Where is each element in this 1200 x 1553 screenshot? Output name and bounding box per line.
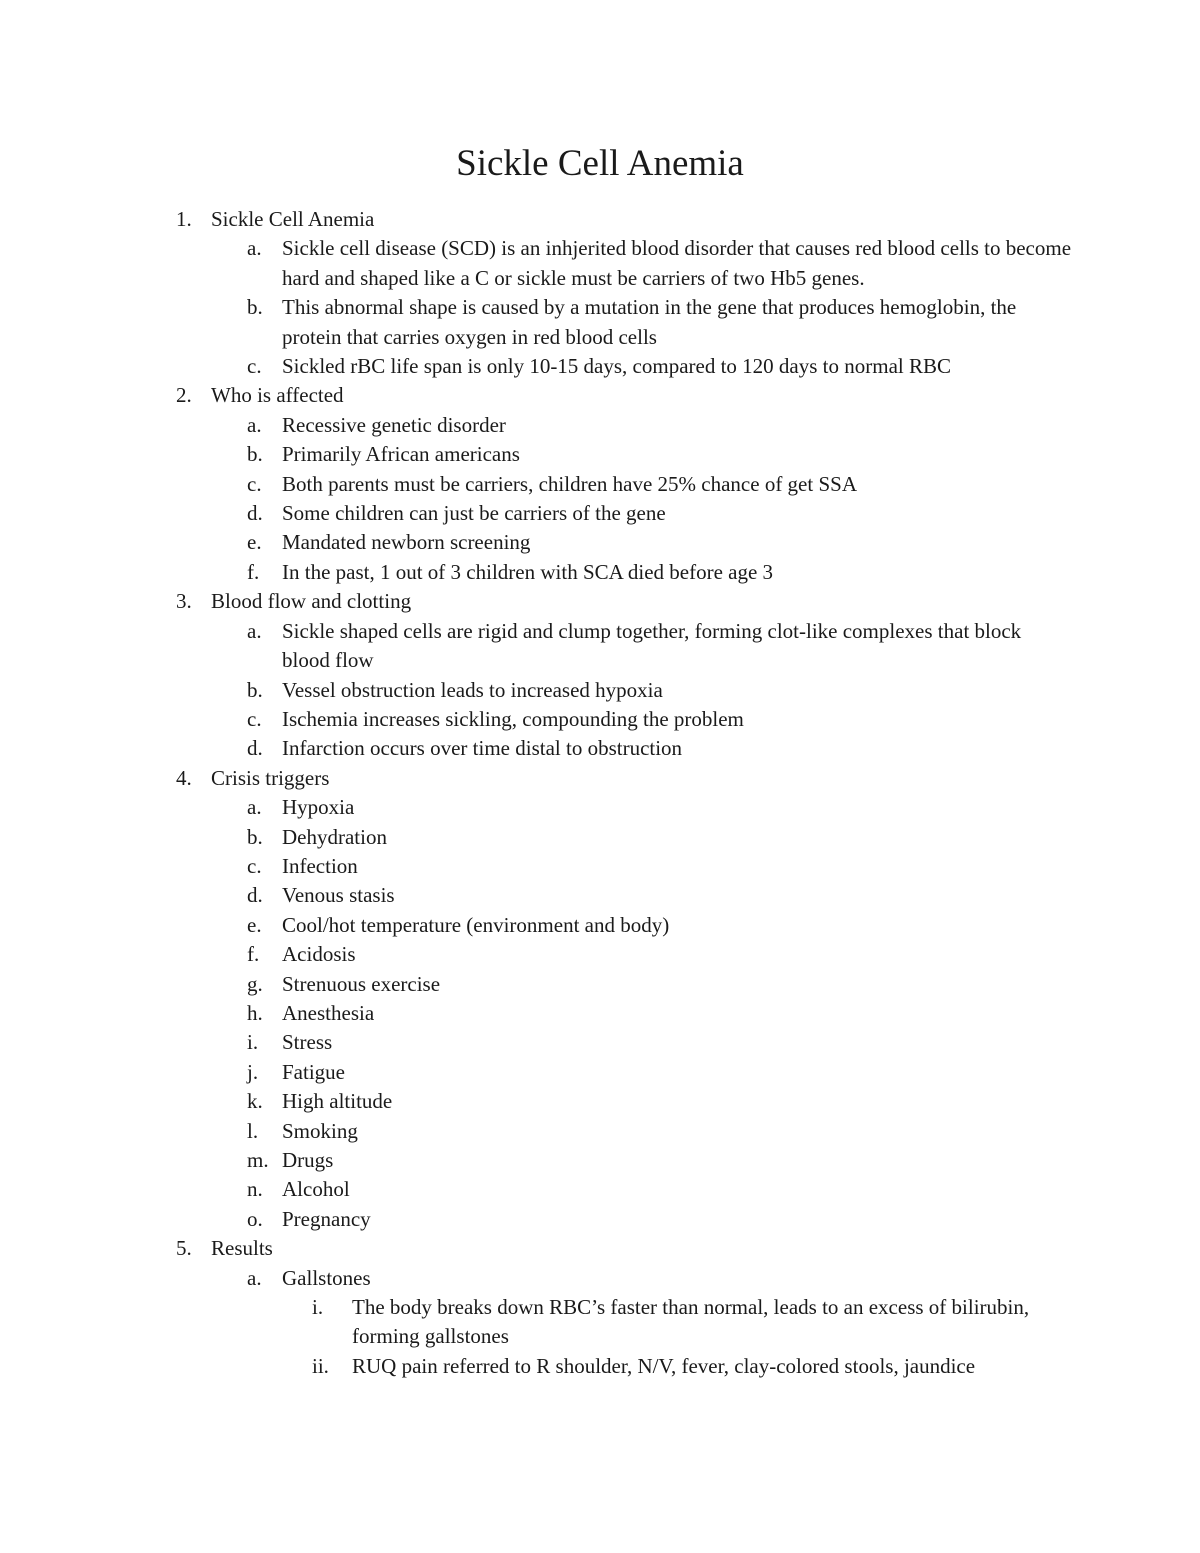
list-marker: e. [247, 530, 262, 555]
list-item [0, 970, 1072, 999]
section-heading [0, 1234, 1071, 1263]
list-text: RUQ pain referred to R shoulder, N/V, fever, clay-colored stools, jaundice [352, 1353, 976, 1378]
list-marker: 3. [176, 589, 192, 614]
list-marker: b. [247, 442, 263, 467]
list-text: Smoking [282, 1118, 358, 1143]
list-marker: a. [247, 236, 262, 261]
list-text: Stress [282, 1030, 333, 1055]
list-marker: c. [247, 354, 262, 379]
list-text: Gallstones [282, 1265, 371, 1290]
list-item [0, 1117, 1072, 1146]
section-heading [0, 205, 1071, 234]
list-text: Fatigue [282, 1059, 345, 1084]
list-text: Hypoxia [282, 795, 355, 820]
list-text: The body breaks down RBC’s faster than normal, leads to an excess of bilirubin, forming gallstones [352, 1295, 1030, 1349]
list-text: In the past, 1 out of 3 children with SCA died before age 3 [282, 559, 774, 584]
sub-list-item [0, 1293, 1072, 1352]
list-text: Vessel obstruction leads to increased hypoxia [282, 677, 663, 702]
list-text: Sickled rBC life span is only 10-15 days, compared to 120 days to normal RBC [282, 354, 952, 379]
list-text: Infection [282, 853, 358, 878]
list-marker: k. [247, 1089, 263, 1114]
list-marker: b. [247, 824, 263, 849]
list-item [0, 705, 1072, 734]
list-text: Sickle Cell Anemia [211, 207, 375, 231]
list-item [0, 293, 1072, 352]
list-marker: a. [247, 795, 262, 820]
list-item [0, 352, 1072, 381]
list-item [0, 911, 1072, 940]
list-text: Recessive genetic disorder [282, 412, 506, 437]
list-item [0, 1146, 1072, 1175]
list-text: Ischemia increases sickling, compounding the problem [282, 706, 744, 731]
list-item [0, 234, 1072, 293]
list-text: Crisis triggers [211, 765, 330, 790]
list-marker: i. [312, 1295, 324, 1320]
list-marker: l. [247, 1118, 259, 1143]
list-item [0, 617, 1072, 676]
list-item [0, 940, 1072, 969]
list-item [0, 1028, 1072, 1057]
list-marker: i. [247, 1030, 259, 1055]
list-item [0, 823, 1072, 852]
list-text: Infarction occurs over time distal to obstruction [282, 736, 683, 761]
list-text: Venous stasis [282, 883, 395, 908]
list-marker: a. [247, 618, 262, 643]
list-text: Primarily African americans [282, 442, 520, 467]
sub-list-item [0, 1352, 1072, 1381]
list-marker: 5. [176, 1236, 192, 1261]
list-marker: 1. [176, 207, 192, 231]
list-marker: d. [247, 501, 263, 526]
list-text: Mandated newborn screening [282, 530, 531, 555]
list-text: Anesthesia [282, 1000, 375, 1025]
section-heading [0, 764, 1071, 793]
list-marker: b. [247, 677, 263, 702]
list-text: Drugs [282, 1148, 334, 1172]
list-marker: 4. [176, 765, 192, 790]
list-text: Acidosis [282, 942, 356, 967]
list-text: Cool/hot temperature (environment and body) [282, 912, 670, 937]
list-text: Alcohol [282, 1177, 350, 1202]
list-marker: m. [247, 1148, 269, 1172]
list-text: Dehydration [282, 824, 387, 849]
list-item [0, 499, 1072, 528]
list-marker: c. [247, 471, 262, 496]
list-item [0, 734, 1072, 763]
list-item [0, 470, 1072, 499]
list-item [0, 1087, 1072, 1116]
list-item [0, 1058, 1072, 1087]
list-item [0, 528, 1072, 557]
outline-list [0, 205, 1200, 1381]
list-text: This abnormal shape is caused by a mutation in the gene that produces hemoglobin, the protein that carries oxygen in red blood cells [282, 295, 1017, 349]
section-heading [0, 381, 1071, 410]
list-marker: b. [247, 295, 263, 320]
list-marker: ii. [312, 1353, 329, 1378]
list-marker: h. [247, 1000, 263, 1025]
list-text: Sickle cell disease (SCD) is an inhjerited blood disorder that causes red blood cells to become hard and shaped like a C or sickle must be carriers of two Hb5 genes. [282, 236, 1072, 290]
list-text: Pregnancy [282, 1206, 371, 1231]
list-marker: n. [247, 1177, 263, 1202]
list-text: Both parents must be carriers, children have 25% chance of get SSA [282, 471, 857, 496]
list-text: Who is affected [211, 383, 344, 408]
list-marker: f. [247, 559, 260, 584]
list-text: Some children can just be carriers of the gene [282, 501, 666, 526]
section-heading [0, 587, 1071, 616]
list-item [0, 881, 1072, 910]
list-item [0, 411, 1072, 440]
list-item [0, 1175, 1072, 1204]
list-item [0, 1205, 1072, 1234]
list-item [0, 852, 1072, 881]
list-marker: d. [247, 736, 263, 761]
list-marker: e. [247, 912, 262, 937]
page-title: Sickle Cell Anemia [456, 143, 744, 184]
list-text: Strenuous exercise [282, 971, 441, 996]
list-text: Sickle shaped cells are rigid and clump together, forming clot-like complexes that block blood flow [282, 618, 1022, 673]
list-marker: a. [247, 412, 262, 437]
list-text: High altitude [282, 1089, 393, 1114]
list-item [0, 676, 1072, 705]
list-marker: c. [247, 706, 262, 731]
list-marker: o. [247, 1206, 263, 1231]
list-marker: c. [247, 853, 262, 878]
list-item [0, 999, 1072, 1028]
list-marker: a. [247, 1265, 262, 1290]
list-item [0, 1264, 1072, 1293]
list-text: Blood flow and clotting [211, 589, 412, 614]
list-marker: g. [247, 971, 263, 996]
list-marker: j. [247, 1059, 259, 1084]
list-text: Results [211, 1236, 273, 1261]
list-marker: 2. [176, 383, 192, 408]
list-marker: f. [247, 942, 260, 967]
list-item [0, 558, 1072, 587]
list-item [0, 440, 1072, 469]
list-item [0, 793, 1072, 822]
list-marker: d. [247, 883, 263, 908]
